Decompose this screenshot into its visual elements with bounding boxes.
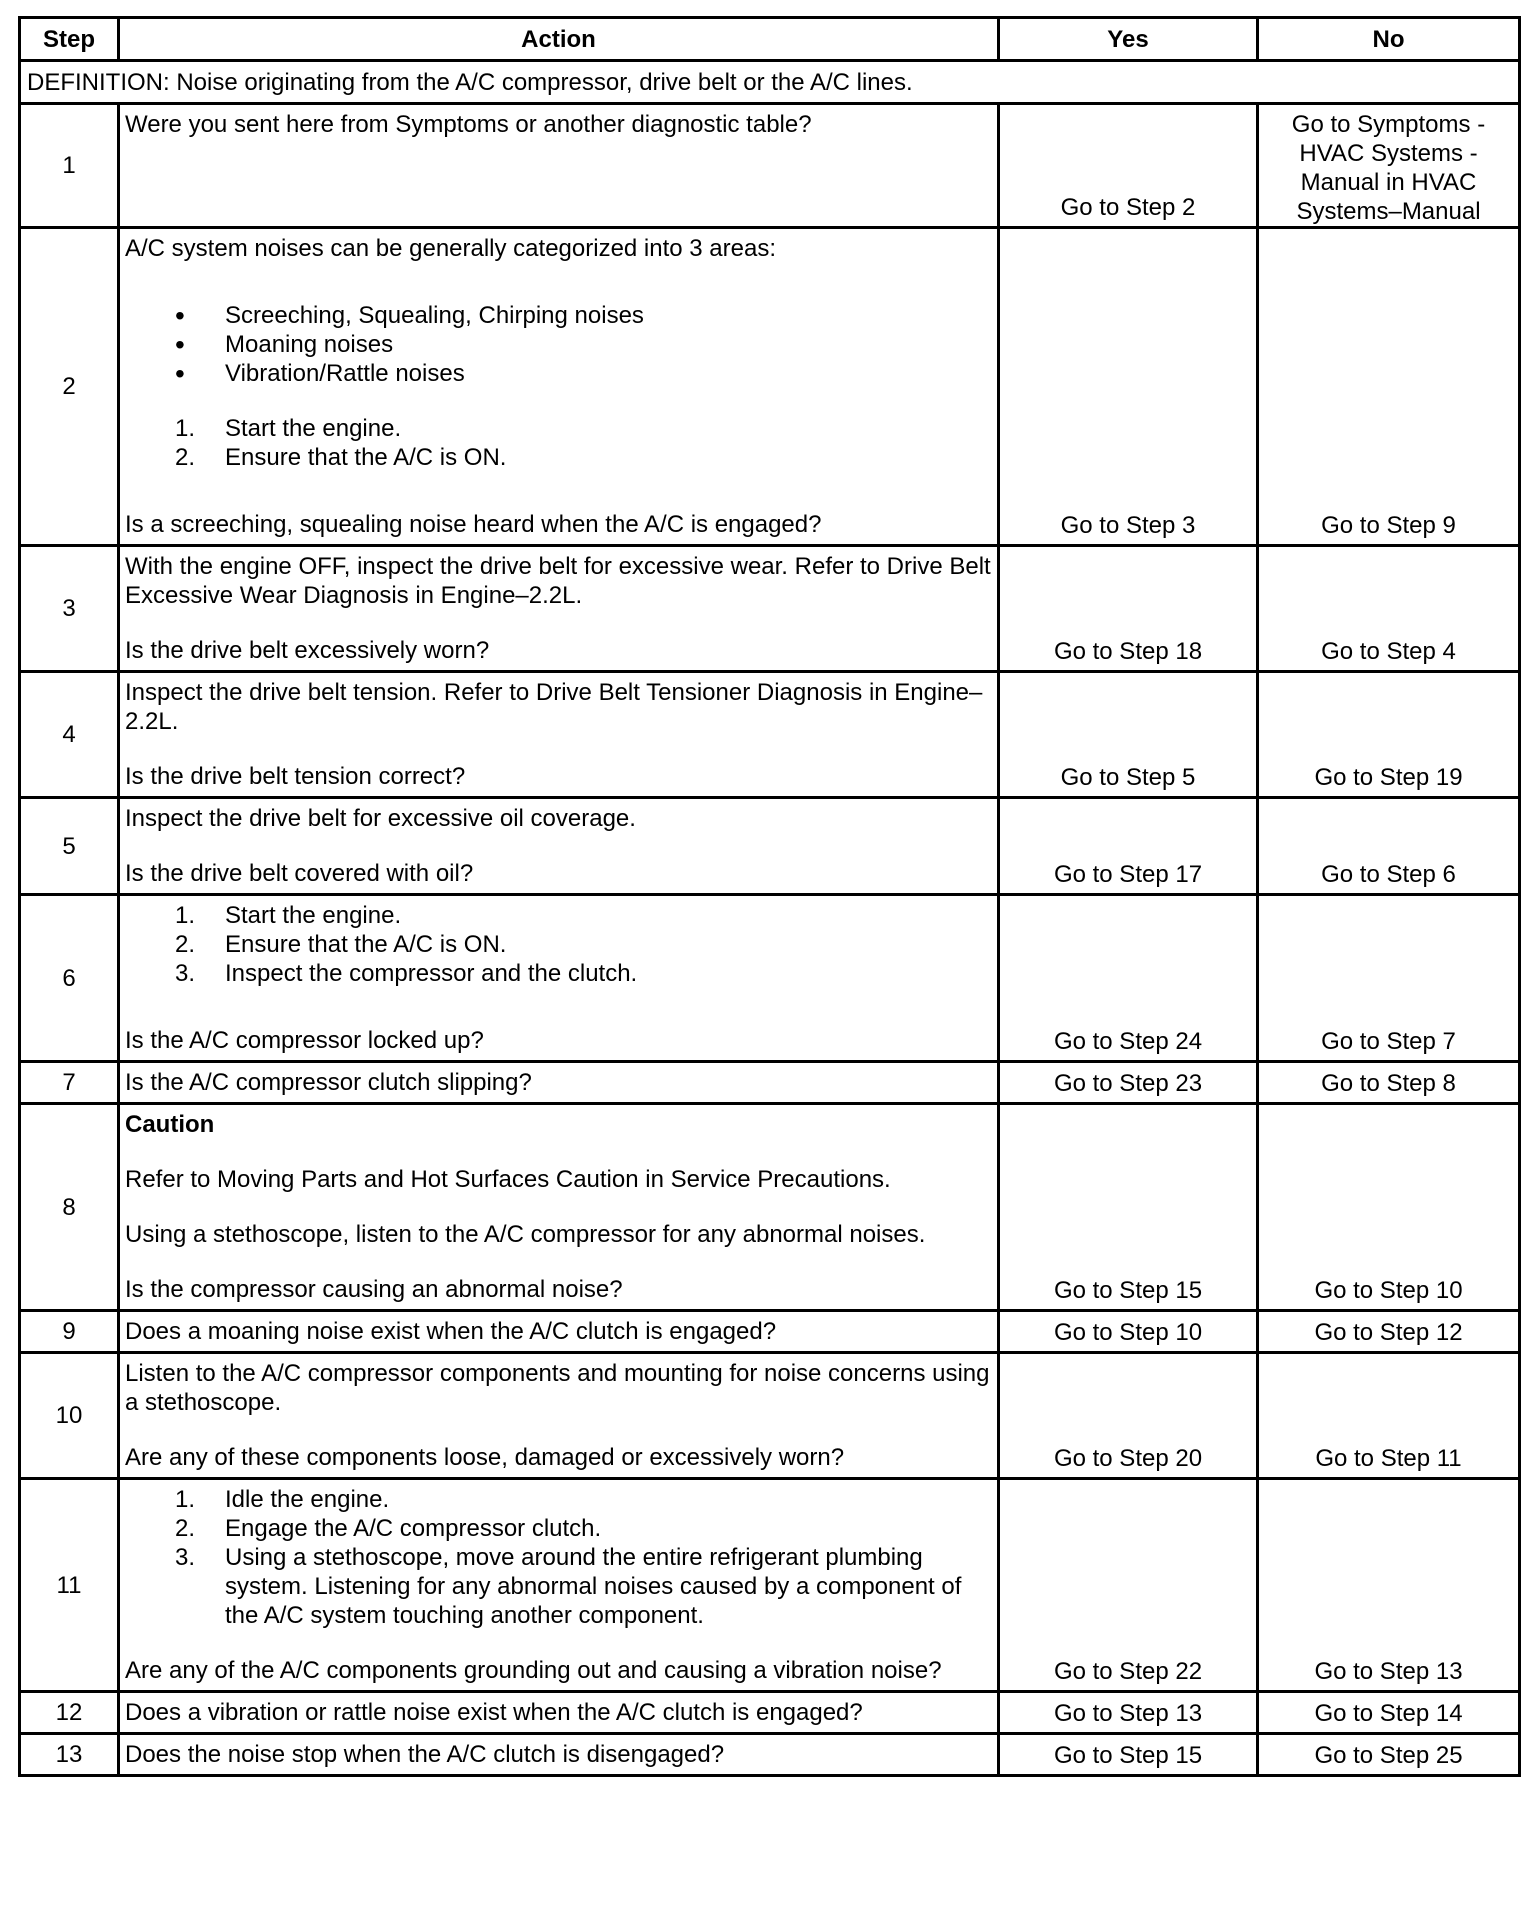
diagnostic-table (18, 16, 1521, 1777)
action-cell (119, 798, 999, 895)
action-cell (119, 104, 999, 228)
yes-result: Go to Step 18 (999, 546, 1258, 672)
table-row (20, 1353, 1520, 1479)
step-number: 7 (20, 1062, 119, 1104)
action-cell (119, 1692, 999, 1734)
step-number: 4 (20, 672, 119, 798)
header-step: Step (20, 18, 119, 61)
yes-result: Go to Step 20 (999, 1353, 1258, 1479)
question-text: Are any of the A/C components grounding out and causing a vibration noise? (125, 1657, 942, 1684)
step-number: 2 (20, 228, 119, 546)
no-result: Go to Step 13 (1258, 1479, 1520, 1692)
step-number: 3 (20, 546, 119, 672)
list-item: • Vibration/Rattle noises (125, 359, 993, 388)
action-cell (119, 228, 999, 546)
question-text: Does a vibration or rattle noise exist when the A/C clutch is engaged? (125, 1699, 863, 1726)
table-row (20, 798, 1520, 895)
question-text: Is the A/C compressor locked up? (125, 1027, 484, 1054)
definition-row (20, 61, 1520, 104)
step-number: 9 (20, 1311, 119, 1353)
table-row (20, 1479, 1520, 1692)
no-result: Go to Step 25 (1258, 1734, 1520, 1776)
header-action: Action (119, 18, 999, 61)
action-cell (119, 1311, 999, 1353)
question-text: Is the drive belt tension correct? (125, 763, 466, 790)
action-cell (119, 672, 999, 798)
question-text: Were you sent here from Symptoms or another diagnostic table? (125, 111, 812, 138)
yes-result: Go to Step 24 (999, 895, 1258, 1062)
yes-result: Go to Step 3 (999, 228, 1258, 546)
step-number: 10 (20, 1353, 119, 1479)
list-item: 1. Start the engine. (175, 902, 402, 929)
table-row (20, 895, 1520, 1062)
step-number: 1 (20, 104, 119, 228)
procedure-list (125, 414, 993, 472)
table-row (20, 546, 1520, 672)
action-cell (119, 1479, 999, 1692)
action-cell (119, 1062, 999, 1104)
yes-result: Go to Step 23 (999, 1062, 1258, 1104)
intro-text: With the engine OFF, inspect the drive belt for excessive wear. Refer to Drive Belt Excessive Wear Diagnosis in Engine–2.2L. (125, 553, 991, 609)
question-text: Are any of these components loose, damaged or excessively worn? (125, 1444, 845, 1471)
table-row (20, 228, 1520, 546)
action-cell (119, 1353, 999, 1479)
table-row (20, 104, 1520, 228)
action-cell (119, 1734, 999, 1776)
action-cell (119, 1104, 999, 1311)
noise-category-list (125, 301, 993, 388)
yes-result: Go to Step 17 (999, 798, 1258, 895)
question-text: Is the compressor causing an abnormal noise? (125, 1276, 623, 1303)
no-result: Go to Step 19 (1258, 672, 1520, 798)
caution-text: Refer to Moving Parts and Hot Surfaces Caution in Service Precautions. (125, 1166, 891, 1193)
action-cell (119, 546, 999, 672)
list-item: 3. Inspect the compressor and the clutch. (175, 960, 638, 987)
list-item: • Moaning noises (125, 330, 993, 359)
step-number: 6 (20, 895, 119, 1062)
list-item: 3. Using a stethoscope, move around the entire refrigerant plumbing system. Listening for any abnormal noises caused by a component of the A/C system touching another component. (175, 1544, 962, 1629)
header-yes: Yes (999, 18, 1258, 61)
question-text: Is the A/C compressor clutch slipping? (125, 1069, 532, 1096)
intro-text: Inspect the drive belt for excessive oil coverage. (125, 805, 636, 832)
table-row (20, 1692, 1520, 1734)
list-item: • Screeching, Squealing, Chirping noises (125, 301, 993, 330)
yes-result: Go to Step 5 (999, 672, 1258, 798)
header-row (20, 18, 1520, 61)
question-text: Is a screeching, squealing noise heard when the A/C is engaged? (125, 511, 822, 538)
yes-result: Go to Step 2 (999, 104, 1258, 228)
yes-result: Go to Step 13 (999, 1692, 1258, 1734)
yes-result: Go to Step 15 (999, 1734, 1258, 1776)
no-result: Go to Step 4 (1258, 546, 1520, 672)
question-text: Is the drive belt excessively worn? (125, 637, 490, 664)
list-item: 2. Ensure that the A/C is ON. (175, 444, 507, 471)
question-text: Is the drive belt covered with oil? (125, 860, 474, 887)
yes-result: Go to Step 22 (999, 1479, 1258, 1692)
definition-text: DEFINITION: Noise originating from the A/C compressor, drive belt or the A/C lines. (20, 61, 1520, 104)
action-cell (119, 895, 999, 1062)
table-row (20, 1104, 1520, 1311)
table-row (20, 1734, 1520, 1776)
no-result: Go to Step 7 (1258, 895, 1520, 1062)
no-result: Go to Symptoms - HVAC Systems - Manual in HVAC Systems–Manual (1258, 104, 1520, 228)
intro-text: Listen to the A/C compressor components and mounting for noise concerns using a stethoscope. (125, 1360, 990, 1416)
step-number: 12 (20, 1692, 119, 1734)
step-number: 5 (20, 798, 119, 895)
procedure-list (125, 901, 993, 988)
yes-result: Go to Step 15 (999, 1104, 1258, 1311)
list-item: 2. Ensure that the A/C is ON. (175, 931, 507, 958)
question-text: Does a moaning noise exist when the A/C clutch is engaged? (125, 1318, 777, 1345)
header-no: No (1258, 18, 1520, 61)
no-result: Go to Step 6 (1258, 798, 1520, 895)
list-item: 1. Idle the engine. (175, 1486, 390, 1513)
yes-result: Go to Step 10 (999, 1311, 1258, 1353)
table-row (20, 1062, 1520, 1104)
procedure-list (125, 1485, 993, 1630)
no-result: Go to Step 9 (1258, 228, 1520, 546)
question-text: Does the noise stop when the A/C clutch is disengaged? (125, 1741, 725, 1768)
table-row (20, 672, 1520, 798)
intro-text: A/C system noises can be generally categorized into 3 areas: (125, 235, 777, 262)
step-number: 8 (20, 1104, 119, 1311)
instruction-text: Using a stethoscope, listen to the A/C compressor for any abnormal noises. (125, 1221, 926, 1248)
list-item: 1. Start the engine. (175, 415, 402, 442)
no-result: Go to Step 11 (1258, 1353, 1520, 1479)
no-result: Go to Step 10 (1258, 1104, 1520, 1311)
no-result: Go to Step 12 (1258, 1311, 1520, 1353)
intro-text: Inspect the drive belt tension. Refer to Drive Belt Tensioner Diagnosis in Engine–2.2L. (125, 679, 983, 735)
no-result: Go to Step 8 (1258, 1062, 1520, 1104)
caution-heading: Caution (125, 1111, 215, 1138)
table-row (20, 1311, 1520, 1353)
step-number: 11 (20, 1479, 119, 1692)
no-result: Go to Step 14 (1258, 1692, 1520, 1734)
step-number: 13 (20, 1734, 119, 1776)
list-item: 2. Engage the A/C compressor clutch. (175, 1515, 602, 1542)
